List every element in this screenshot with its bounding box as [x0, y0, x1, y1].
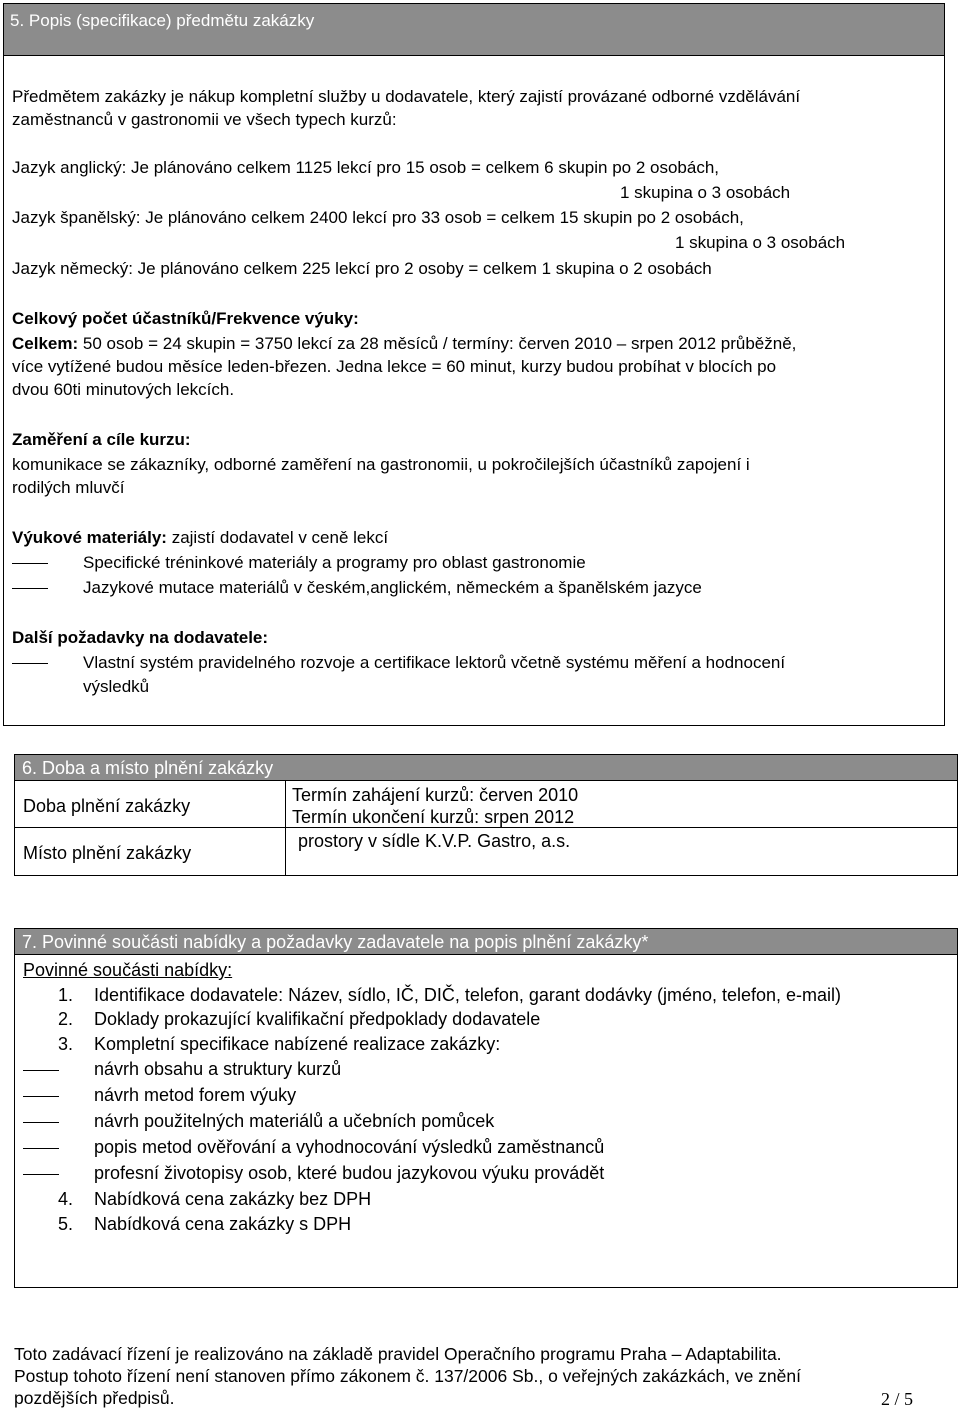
footer-line-3: pozdějších předpisů.: [14, 1388, 175, 1408]
footer-line-1: Toto zadávací řízení je realizováno na základě pravidel Operačního programu Praha – Adaptabilita.: [14, 1344, 782, 1364]
section-7-header: [15, 929, 957, 955]
count-line-2: [12, 357, 776, 377]
other-heading: Další požadavky na dodavatele:: [12, 628, 269, 647]
list-item: Doklady prokazující kvalifikační předpoklady dodavatele: [94, 1009, 541, 1029]
page-number: 2 / 5: [881, 1389, 914, 1409]
intro-line-1: Předmětem zakázky je nákup kompletní služby u dodavatele, který zajistí provázané odborné vzdělávání: [12, 87, 801, 106]
dash-marker: [12, 663, 48, 664]
materials-line: [12, 528, 388, 548]
list-item: návrh použitelných materiálů a učebních pomůcek: [94, 1111, 495, 1131]
count-label: Celkem:: [12, 334, 79, 353]
list-item: návrh metod forem výuky: [94, 1085, 297, 1105]
list-item: popis metod ověřování a vyhodnocování výsledků zaměstnanců: [94, 1137, 605, 1157]
dash-marker: [12, 588, 48, 589]
section-5-header: [4, 4, 944, 56]
german-line: Jazyk německý: Je plánováno celkem 225 lekcí pro 2 osoby = celkem 1 skupina o 2 osobách: [12, 259, 712, 278]
list-marker: 2.: [58, 1009, 74, 1029]
materials-item-2: Jazykové mutace materiálů v českém,anglickém, německém a španělském jazyce: [83, 578, 702, 597]
place-label: Místo plnění zakázky: [23, 843, 192, 863]
section-6-title: 6. Doba a místo plnění zakázky: [22, 758, 274, 778]
goals-line-1: komunikace se zákazníky, odborné zaměření na gastronomii, u pokročilejších účastníků zapojení i: [12, 455, 750, 474]
other-item-line-2: výsledků: [83, 677, 150, 696]
list-marker: 1.: [58, 985, 74, 1005]
section-6-header: [15, 755, 957, 781]
count-heading: Celkový počet účastníků/Frekvence výuky:: [12, 309, 359, 328]
dash-marker: [23, 1122, 59, 1123]
start-date: Termín zahájení kurzů: červen 2010: [292, 785, 579, 805]
list-marker: 4.: [58, 1189, 74, 1209]
intro-line-2: zaměstnanců v gastronomii ve všech typech kurzů:: [12, 110, 397, 129]
dash-marker: [23, 1148, 59, 1149]
section-7-title: 7. Povinné součásti nabídky a požadavky zadavatele na popis plnění zakázky*: [22, 932, 649, 952]
dash-marker: [12, 563, 48, 564]
materials-text: zajistí dodavatel v ceně lekcí: [166, 528, 389, 547]
duration-label: Doba plnění zakázky: [23, 796, 191, 816]
list-item: Kompletní specifikace nabízené realizace zakázky:: [94, 1034, 501, 1054]
count-line-1-text: 50 osob = 24 skupin = 3750 lekcí za 28 měsíců / termíny: červen 2010 – srpen 2012 průběžně,: [78, 334, 797, 353]
spanish-line-2: 1 skupina o 3 osobách: [675, 233, 846, 252]
dash-marker: [23, 1096, 59, 1097]
spanish-line: Jazyk španělský: Je plánováno celkem 2400 lekcí pro 33 osob = celkem 15 skupin po 2 osobách,: [12, 208, 744, 227]
list-item: profesní životopisy osob, které budou jazykovou výuku provádět: [94, 1163, 605, 1183]
list-item: Nabídková cena zakázky s DPH: [94, 1214, 352, 1234]
other-item-line-1: Vlastní systém pravidelného rozvoje a certifikace lektorů včetně systému měření a hodnocení: [83, 653, 786, 672]
materials-item-1: Specifické tréninkové materiály a programy pro oblast gastronomie: [83, 553, 586, 572]
english-line-2: 1 skupina o 3 osobách: [620, 183, 791, 202]
list-item: Identifikace dodavatele: Název, sídlo, IČ, DIČ, telefon, garant dodávky (jméno, telefon, e-mail): [94, 985, 842, 1005]
count-line-2-b: Jedna lekce = 60 minut, kurzy budou probíhat v blocích po: [331, 357, 777, 376]
list-item: Nabídková cena zakázky bez DPH: [94, 1189, 372, 1209]
dash-marker: [23, 1174, 59, 1175]
end-date: Termín ukončení kurzů: srpen 2012: [292, 807, 575, 827]
list-marker: 5.: [58, 1214, 74, 1234]
count-line-1: [12, 334, 796, 354]
list-marker: 3.: [58, 1034, 74, 1054]
goals-heading: Zaměření a cíle kurzu:: [12, 430, 191, 449]
materials-heading: Výukové materiály:: [12, 528, 167, 547]
goals-line-2: rodilých mluvčí: [12, 478, 125, 497]
list-item: návrh obsahu a struktury kurzů: [94, 1059, 342, 1079]
footer-line-2: Postup tohoto řízení není stanoven přímo zákonem č. 137/2006 Sb., o veřejných zakázkách, ve znění: [14, 1366, 801, 1386]
count-line-3: dvou 60ti minutových lekcích.: [12, 380, 235, 399]
place-value: prostory v sídle K.V.P. Gastro, a.s.: [298, 831, 571, 851]
english-line: Jazyk anglický: Je plánováno celkem 1125 lekcí pro 15 osob = celkem 6 skupin po 2 osobách,: [12, 158, 720, 177]
count-line-2-a: více vytížené budou měsíce leden-březen.: [12, 357, 332, 376]
section-7-box: [14, 928, 958, 1288]
section-5-title: 5. Popis (specifikace) předmětu zakázky: [10, 11, 315, 30]
section-7-subheading: Povinné součásti nabídky:: [23, 960, 233, 980]
dash-marker: [23, 1070, 59, 1071]
